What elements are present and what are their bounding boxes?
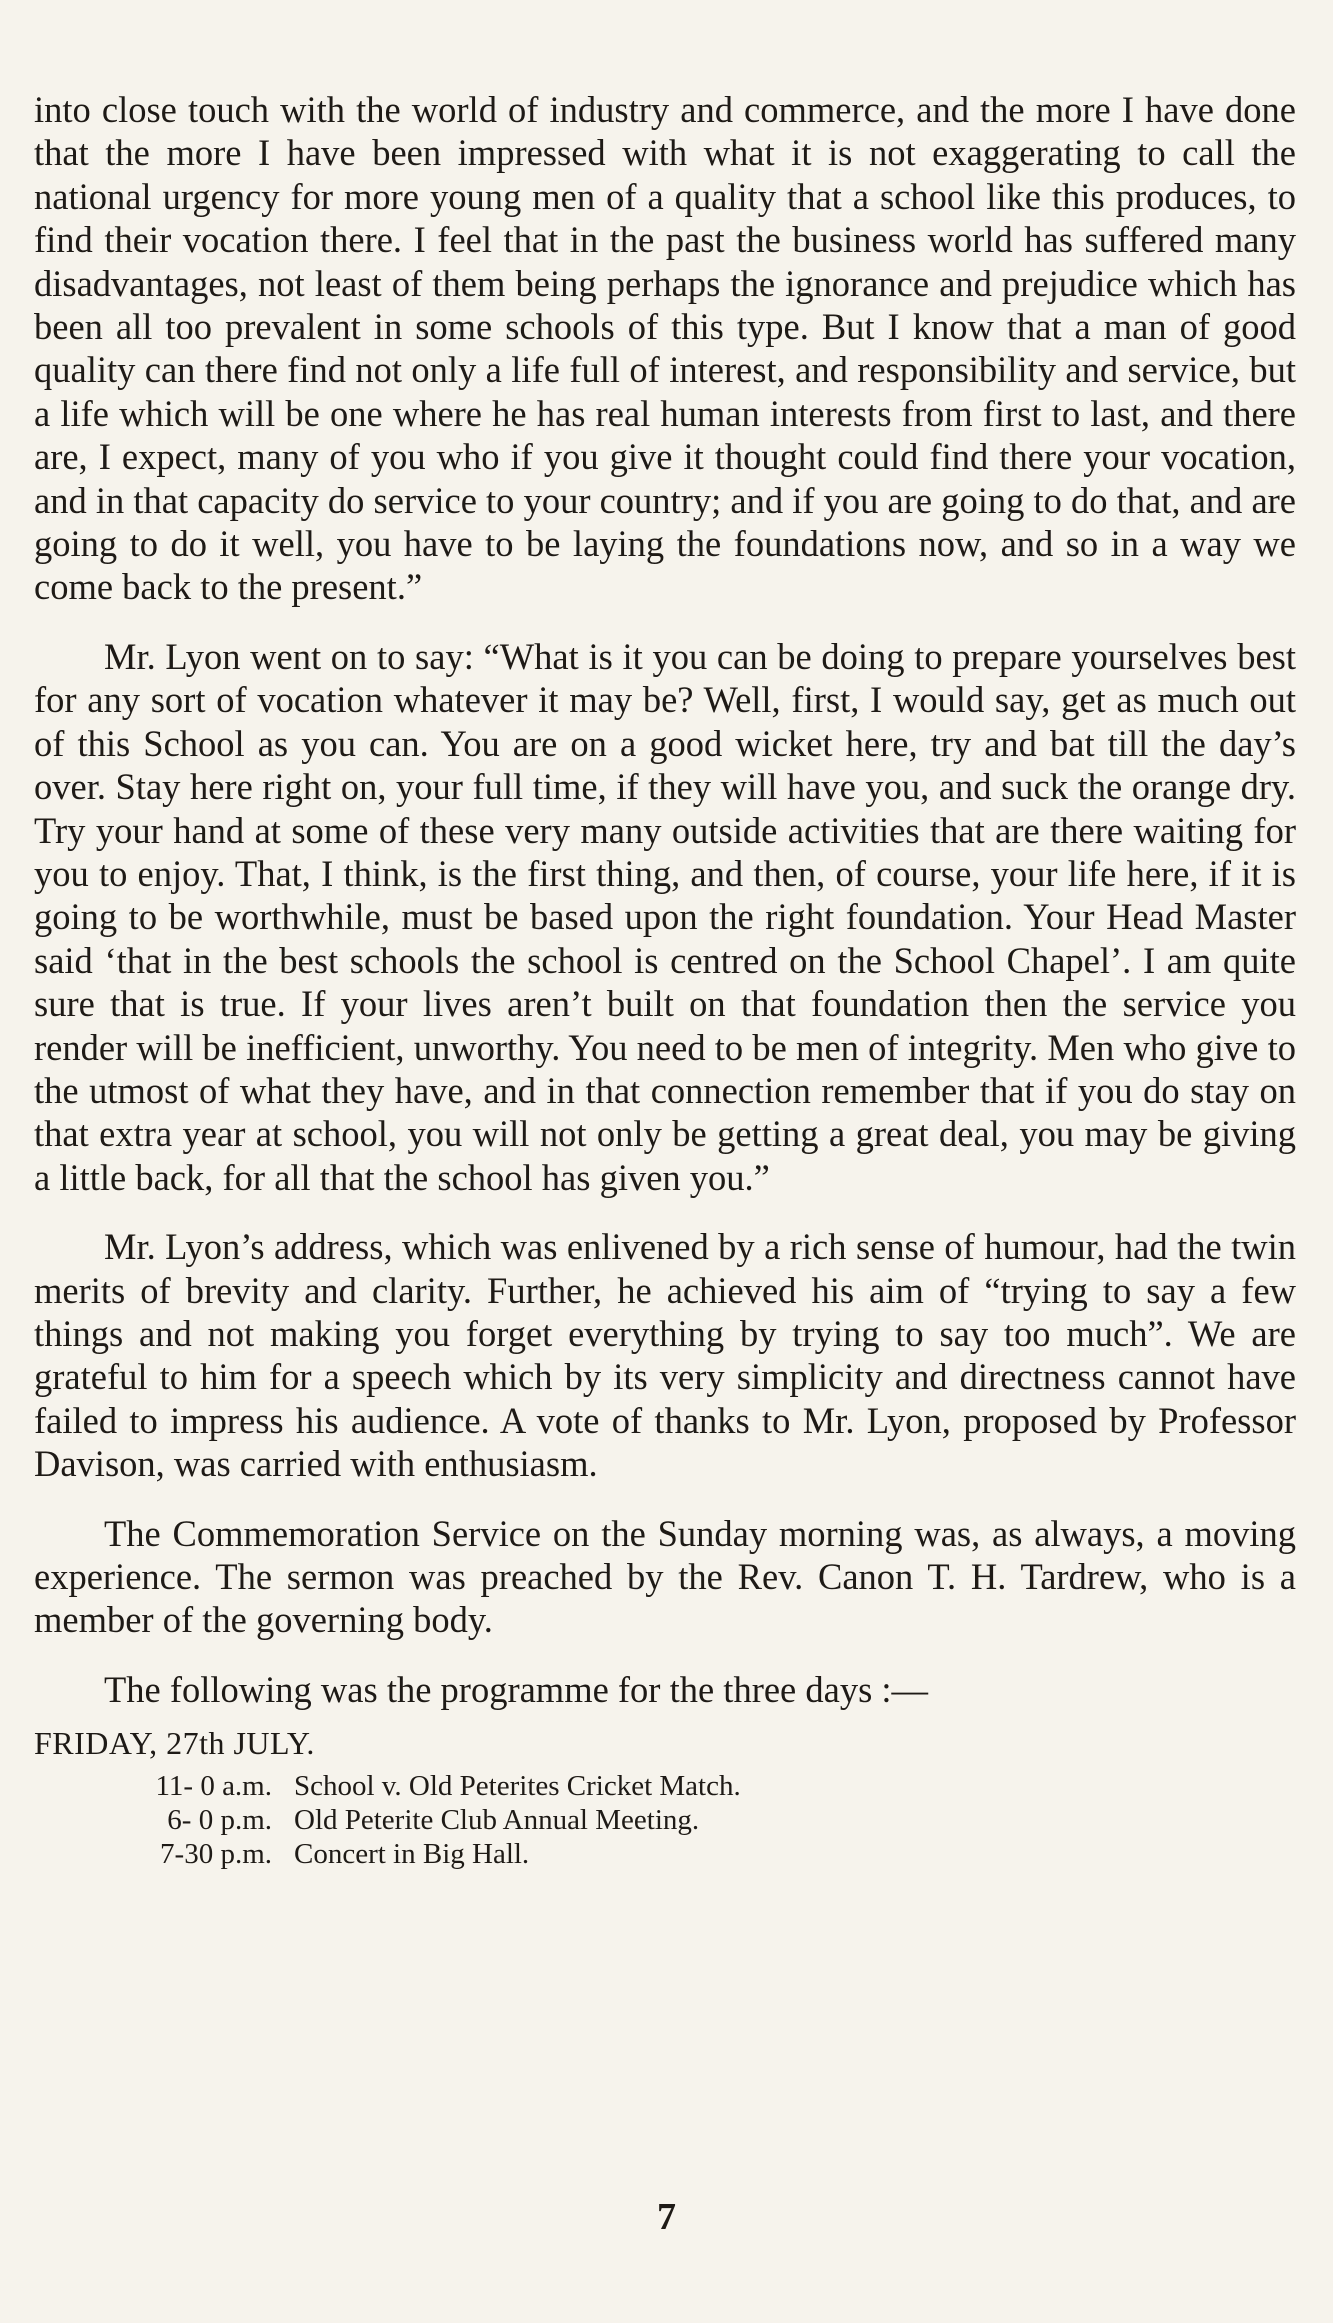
page-body (34, 88, 1296, 1871)
schedule-event: Old Peterite Club Annual Meeting. (294, 1804, 700, 1837)
schedule-time: 6- 0 p.m. (167, 1804, 272, 1837)
schedule-row (34, 1837, 1296, 1871)
schedule-event: School v. Old Peterites Cricket Match. (294, 1770, 741, 1803)
programme-schedule (34, 1769, 1296, 1871)
page-number: 7 (657, 2196, 676, 2238)
paragraph-lyon-speech: Mr. Lyon went on to say: “What is it you can be doing to prepare yourselves best for any sort of vocation whatever it may be? Well, first, I would say, get as much out of this School as you can. You are on a good wicket here, try and bat till the day’s over. Stay here right on, your full time, if they will have you, and suck the orange dry. Try your hand at some of these very many outside activities that are there waiting for you to enjoy. That, I think, is the first thing, and then, of course, your life here, if it is going to be worthwhile, must be based upon the right foundation. Your Head Master said ‘that in the best schools the school is centred on the School Chapel’. I am quite sure that is true. If your lives aren’t built on that foundation then the service you render will be inefficient, unworthy. You need to be men of integrity. Men who give to the utmost of what they have, and in that connection remember that if you do stay on that extra year at school, you will not only be getting a great deal, you may be giving a little back, for all that the school has given you.” (34, 635, 1296, 1198)
paragraph-commemoration-service: The Commemoration Service on the Sunday morning was, as always, a moving experience. The sermon was preached by the Rev. Canon T. H. Tardrew, who is a member of the governing body. (34, 1512, 1296, 1641)
schedule-time: 7-30 p.m. (160, 1838, 272, 1871)
programme-day-heading: FRIDAY, 27th JULY. (34, 1725, 315, 1762)
schedule-row (34, 1769, 1296, 1803)
paragraph-lyon-address: Mr. Lyon’s address, which was enlivened by a rich sense of humour, had the twin merits of brevity and clarity. Further, he achieved his aim of “trying to say a few things and not making you forget everything by trying to say too much”. We are grateful to him for a speech which by its very simplicity and directness cannot have failed to impress his audience. A vote of thanks to Mr. Lyon, proposed by Professor Davison, was carried with enthusiasm. (34, 1226, 1296, 1485)
schedule-event: Concert in Big Hall. (294, 1838, 530, 1871)
paragraph-continuation: into close touch with the world of industry and commerce, and the more I have done that the more I have been impressed with what it is not exaggerating to call the national urgency for more young men of a quality that a school like this produces, to find their vocation there. I feel that in the past the business world has suffered many disadvantages, not least of them being perhaps the ignorance and prejudice which has been all too prevalent in some schools of this type. But I know that a man of good quality can there find not only a life full of interest, and responsibility and service, but a life which will be one where he has real human interests from first to last, and there are, I expect, many of you who if you give it thought could find there your vocation, and in that capacity do service to your country; and if you are going to do that, and are going to do it well, you have to be laying the foundations now, and so in a way we come back to the present.” (34, 89, 1296, 608)
schedule-row (34, 1803, 1296, 1837)
paragraph-programme-intro: The following was the programme for the three days :— (104, 1668, 929, 1710)
schedule-time: 11- 0 a.m. (155, 1770, 272, 1803)
